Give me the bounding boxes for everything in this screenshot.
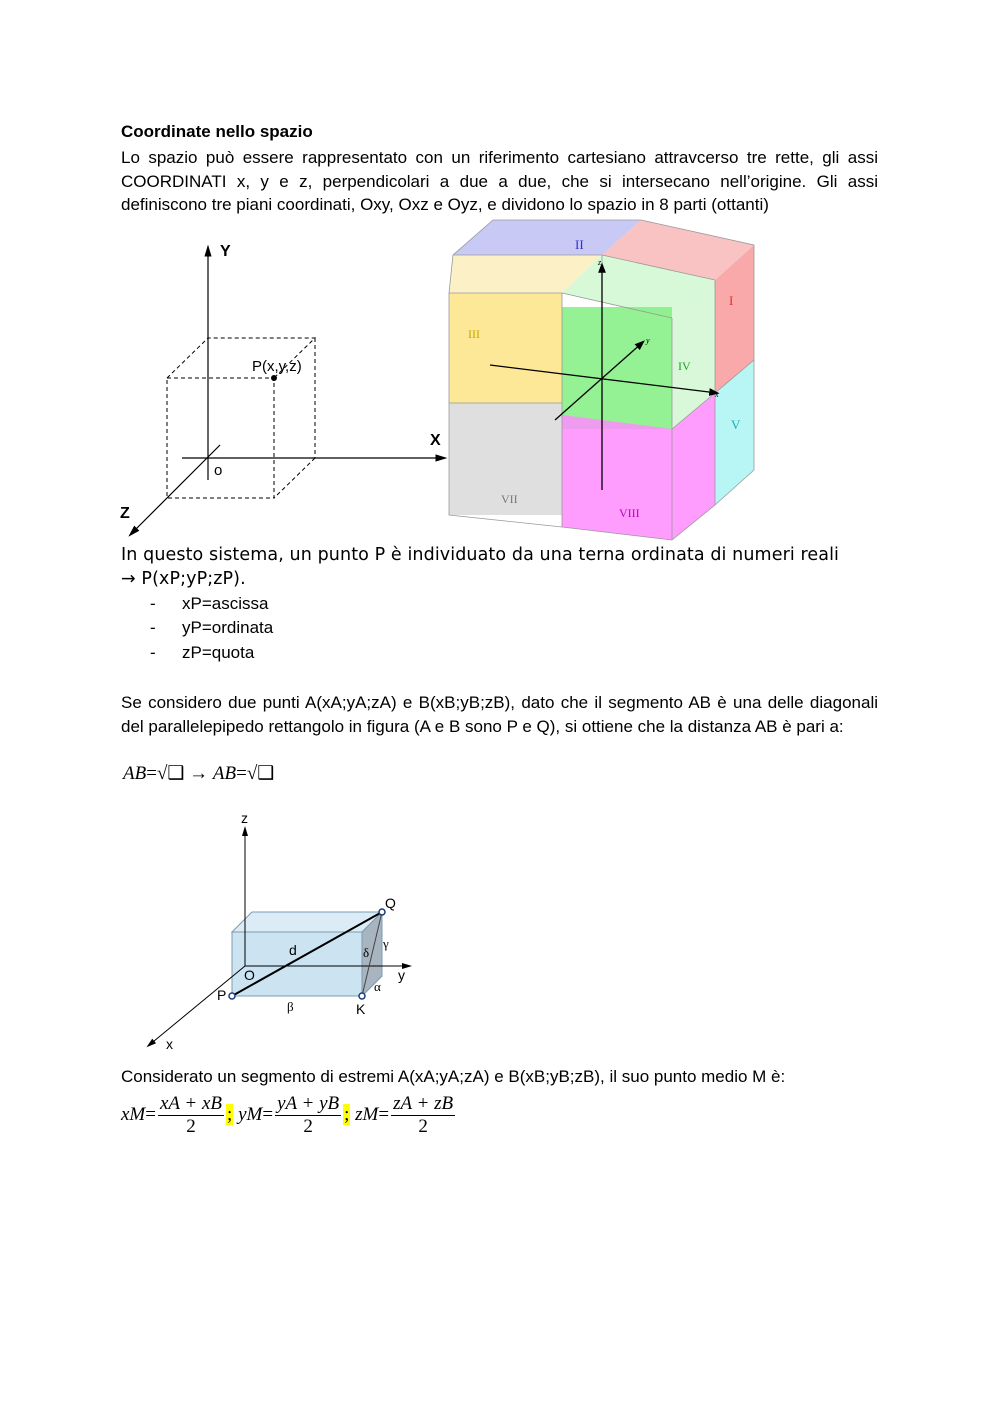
octant-label-vii: VII — [501, 492, 518, 506]
cube-x-label: x — [715, 390, 719, 399]
point-sentence: In questo sistema, un punto P è individuato da una terna ordinata di numeri reali — [121, 545, 840, 565]
midpoint-formula: xM= $\frac{xA + xB}{2}$ ; yM= $\frac{yA + yB}{2}$ ; zM= $\frac{zA + zB}{2}$ — [121, 1093, 454, 1137]
list-item: - zP=quota — [150, 643, 255, 662]
page-title: Coordinate nello spazio — [121, 122, 313, 141]
octants-figure — [445, 215, 760, 545]
label-q: Q — [385, 895, 396, 911]
label-p: P — [217, 987, 227, 1003]
label-gamma: γ — [383, 936, 389, 951]
z-axis — [130, 445, 223, 535]
x-axis-label: X — [430, 432, 441, 449]
label-o: O — [244, 967, 255, 983]
cube-y-label: y — [646, 336, 650, 345]
point-p — [271, 375, 277, 381]
octant-label-i: I — [729, 293, 734, 308]
octant-label-iv: IV — [678, 359, 691, 373]
box-y-label: y — [398, 967, 405, 983]
point-label: P(x,y,z) — [252, 358, 302, 375]
distance-formula: AB=√❑ → AB=√❑ — [123, 763, 275, 784]
box-diagonal-figure — [140, 808, 430, 1058]
intro-paragraph: Lo spazio può essere rappresentato con un riferimento cartesiano attravcerso tre rette, gli assi COORDINATI x, y e z, perpendicolari a due a due, che si intersecano nell’origine. Gli assi definiscono tre piani coordinati, Oxy, Oxz e Oyz, e dividono lo spazio in 8 parti (ottanti) — [121, 148, 878, 214]
list-item: - yP=ordinata — [150, 618, 274, 637]
distance-paragraph: Se considero due punti A(xA;yA;zA) e B(xB;yB;zB), dato che il segmento AB è una delle diagonali del parallelepipedo rettangolo in figura (A e B sono P e Q), si ottiene che la distanza AB è pari a: — [121, 693, 878, 736]
list-item: - xP=ascissa — [150, 594, 269, 613]
label-delta: δ — [363, 945, 370, 960]
box-x-label: x — [166, 1036, 173, 1052]
z-axis-label: Z — [120, 505, 130, 522]
label-beta: β — [287, 999, 294, 1014]
octant-label-iii: III — [468, 327, 480, 341]
cube-z-label: z — [598, 258, 602, 267]
point-sentence-2: → P(xP;yP;zP). — [121, 569, 246, 589]
octant-label-v: V — [731, 417, 741, 432]
octant-label-viii: VIII — [619, 506, 640, 520]
origin-label: o — [214, 462, 223, 479]
midpoint-paragraph: Considerato un segmento di estremi A(xA;yA;zA) e B(xB;yB;zB), il suo punto medio M è: — [121, 1067, 786, 1086]
y-axis-label: Y — [220, 243, 231, 260]
label-k: K — [356, 1001, 366, 1017]
label-alpha: α — [374, 979, 381, 994]
label-d: d — [289, 942, 297, 958]
axes-figure — [110, 235, 455, 545]
box-z-label: z — [241, 810, 248, 826]
octant-label-ii: II — [575, 237, 584, 252]
